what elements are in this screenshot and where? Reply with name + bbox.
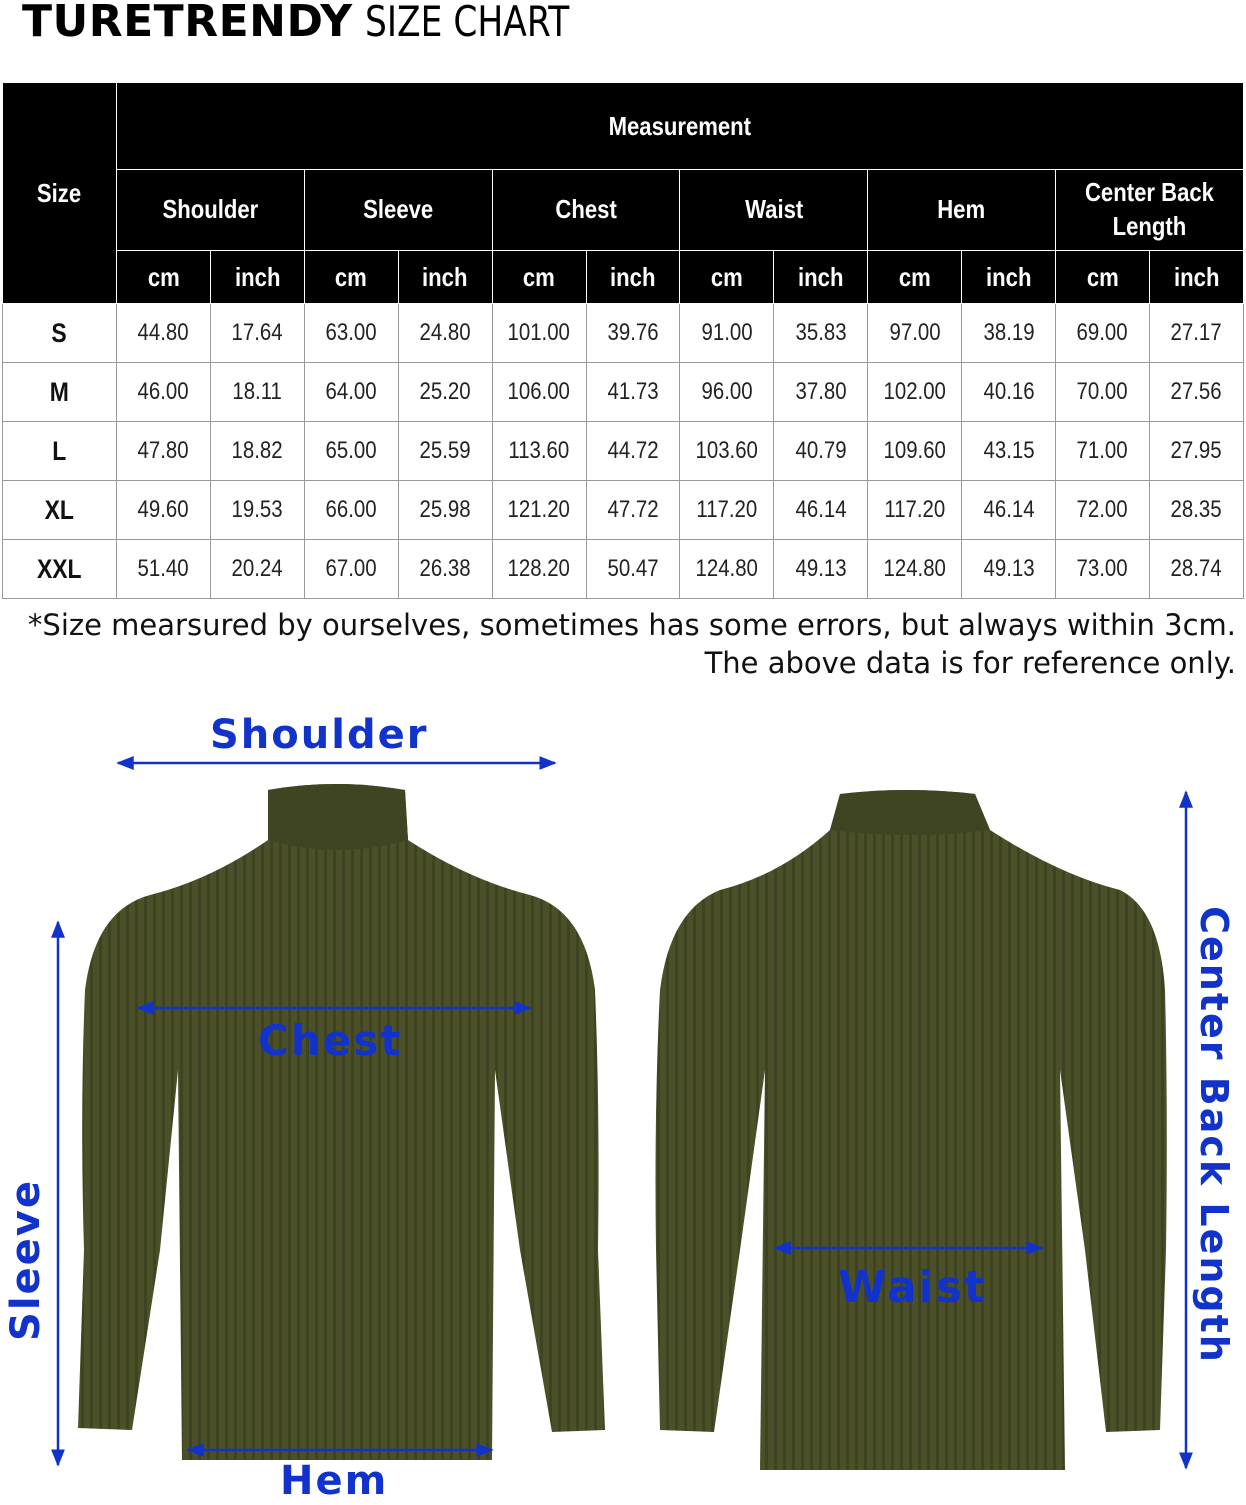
unit-cm: cm bbox=[304, 251, 398, 304]
measurement-cell: 121.20 bbox=[492, 481, 586, 540]
measurement-cell: 72.00 bbox=[1056, 481, 1150, 540]
measurement-cell: 27.17 bbox=[1149, 304, 1243, 363]
unit-header-row bbox=[3, 251, 1244, 304]
chart-title bbox=[22, 0, 614, 52]
size-cell: XL bbox=[3, 481, 117, 540]
size-row-xxl bbox=[3, 540, 1244, 599]
measurement-cell: 124.80 bbox=[680, 540, 774, 599]
unit-inch: inch bbox=[962, 251, 1056, 304]
measurement-cell: 44.80 bbox=[117, 304, 211, 363]
measurement-cell: 109.60 bbox=[868, 422, 962, 481]
measurement-cell: 25.59 bbox=[398, 422, 492, 481]
measurement-cell: 102.00 bbox=[868, 363, 962, 422]
measurement-cell: 18.11 bbox=[210, 363, 304, 422]
sleeve-header: Sleeve bbox=[304, 170, 492, 251]
unit-cm: cm bbox=[868, 251, 962, 304]
shoulder-header: Shoulder bbox=[117, 170, 305, 251]
measurement-header: Measurement bbox=[117, 83, 1244, 170]
unit-inch: inch bbox=[586, 251, 680, 304]
measurement-cell: 51.40 bbox=[117, 540, 211, 599]
front-collar-shape bbox=[268, 784, 408, 850]
hem-header: Hem bbox=[868, 170, 1056, 251]
back-sweater-shape bbox=[656, 790, 1167, 1470]
measurement-cell: 49.13 bbox=[962, 540, 1056, 599]
size-chart-table bbox=[2, 82, 1244, 599]
hem-label: Hem bbox=[280, 1458, 389, 1504]
measurement-cell: 47.72 bbox=[586, 481, 680, 540]
measurement-cell: 67.00 bbox=[304, 540, 398, 599]
measurement-cell: 65.00 bbox=[304, 422, 398, 481]
measurement-cell: 27.56 bbox=[1149, 363, 1243, 422]
size-row-m bbox=[3, 363, 1244, 422]
size-cell: S bbox=[3, 304, 117, 363]
measurement-cell: 66.00 bbox=[304, 481, 398, 540]
measurement-note bbox=[28, 606, 1236, 682]
chest-label: Chest bbox=[258, 1016, 403, 1065]
measurement-cell: 26.38 bbox=[398, 540, 492, 599]
unit-inch: inch bbox=[210, 251, 304, 304]
measurement-cell: 70.00 bbox=[1056, 363, 1150, 422]
note-line-1: *Size mearsured by ourselves, sometimes has some errors, but always within 3cm. bbox=[27, 608, 1236, 642]
size-row-s bbox=[3, 304, 1244, 363]
measurement-cell: 69.00 bbox=[1056, 304, 1150, 363]
measurement-cell: 40.16 bbox=[962, 363, 1056, 422]
measurement-cell: 117.20 bbox=[868, 481, 962, 540]
unit-cm: cm bbox=[492, 251, 586, 304]
measurement-cell: 113.60 bbox=[492, 422, 586, 481]
size-row-l bbox=[3, 422, 1244, 481]
unit-cm: cm bbox=[117, 251, 211, 304]
size-cell: M bbox=[3, 363, 117, 422]
title-subtitle: SIZE CHART bbox=[364, 0, 569, 46]
measurement-cell: 46.00 bbox=[117, 363, 211, 422]
size-cell: L bbox=[3, 422, 117, 481]
measurement-cell: 35.83 bbox=[774, 304, 868, 363]
center-back-length-header: Center Back Length bbox=[1056, 170, 1244, 251]
garment-svg bbox=[0, 690, 1246, 1500]
measurement-cell: 37.80 bbox=[774, 363, 868, 422]
garment-illustration bbox=[0, 690, 1246, 1504]
front-sweater-shape bbox=[78, 784, 605, 1460]
unit-inch: inch bbox=[398, 251, 492, 304]
size-rows bbox=[3, 304, 1244, 599]
waist-header: Waist bbox=[680, 170, 868, 251]
measurement-cell: 49.13 bbox=[774, 540, 868, 599]
measurement-cell: 25.20 bbox=[398, 363, 492, 422]
size-row-xl bbox=[3, 481, 1244, 540]
measurement-cell: 24.80 bbox=[398, 304, 492, 363]
unit-inch: inch bbox=[1149, 251, 1243, 304]
measurement-cell: 46.14 bbox=[774, 481, 868, 540]
measurement-cell: 44.72 bbox=[586, 422, 680, 481]
measurement-cell: 64.00 bbox=[304, 363, 398, 422]
measurement-cell: 117.20 bbox=[680, 481, 774, 540]
measurement-cell: 47.80 bbox=[117, 422, 211, 481]
measurement-cell: 103.60 bbox=[680, 422, 774, 481]
measurement-cell: 73.00 bbox=[1056, 540, 1150, 599]
measurement-cell: 97.00 bbox=[868, 304, 962, 363]
measurement-cell: 25.98 bbox=[398, 481, 492, 540]
unit-cm: cm bbox=[1056, 251, 1150, 304]
measurement-cell: 41.73 bbox=[586, 363, 680, 422]
measurement-cell: 101.00 bbox=[492, 304, 586, 363]
measurement-cell: 40.79 bbox=[774, 422, 868, 481]
size-header: Size bbox=[3, 83, 117, 304]
measurement-cell: 46.14 bbox=[962, 481, 1056, 540]
measurement-cell: 27.95 bbox=[1149, 422, 1243, 481]
chest-header: Chest bbox=[492, 170, 680, 251]
unit-cm: cm bbox=[680, 251, 774, 304]
measurement-cell: 39.76 bbox=[586, 304, 680, 363]
size-cell: XXL bbox=[3, 540, 117, 599]
measurement-cell: 128.20 bbox=[492, 540, 586, 599]
unit-inch: inch bbox=[774, 251, 868, 304]
measurement-cell: 18.82 bbox=[210, 422, 304, 481]
measurement-cell: 50.47 bbox=[586, 540, 680, 599]
measurement-cell: 28.35 bbox=[1149, 481, 1243, 540]
measurement-cell: 63.00 bbox=[304, 304, 398, 363]
measurement-cell: 91.00 bbox=[680, 304, 774, 363]
measurement-cell: 19.53 bbox=[210, 481, 304, 540]
measurement-cell: 38.19 bbox=[962, 304, 1056, 363]
waist-label: Waist bbox=[838, 1262, 987, 1313]
measurement-cell: 96.00 bbox=[680, 363, 774, 422]
measurement-cell: 28.74 bbox=[1149, 540, 1243, 599]
note-line-2: The above data is for reference only. bbox=[704, 646, 1236, 680]
measurement-cell: 71.00 bbox=[1056, 422, 1150, 481]
measurement-cell: 49.60 bbox=[117, 481, 211, 540]
measurement-cell: 106.00 bbox=[492, 363, 586, 422]
sleeve-label: Sleeve bbox=[3, 1179, 49, 1341]
measurement-cell: 43.15 bbox=[962, 422, 1056, 481]
center-back-length-label: Center Back Length bbox=[1192, 906, 1236, 1364]
measurement-cell: 20.24 bbox=[210, 540, 304, 599]
shoulder-label: Shoulder bbox=[210, 712, 429, 758]
back-collar-shape bbox=[830, 790, 990, 835]
measurement-cell: 124.80 bbox=[868, 540, 962, 599]
measurement-cell: 17.64 bbox=[210, 304, 304, 363]
brand-name: TURETRENDY bbox=[22, 0, 353, 47]
